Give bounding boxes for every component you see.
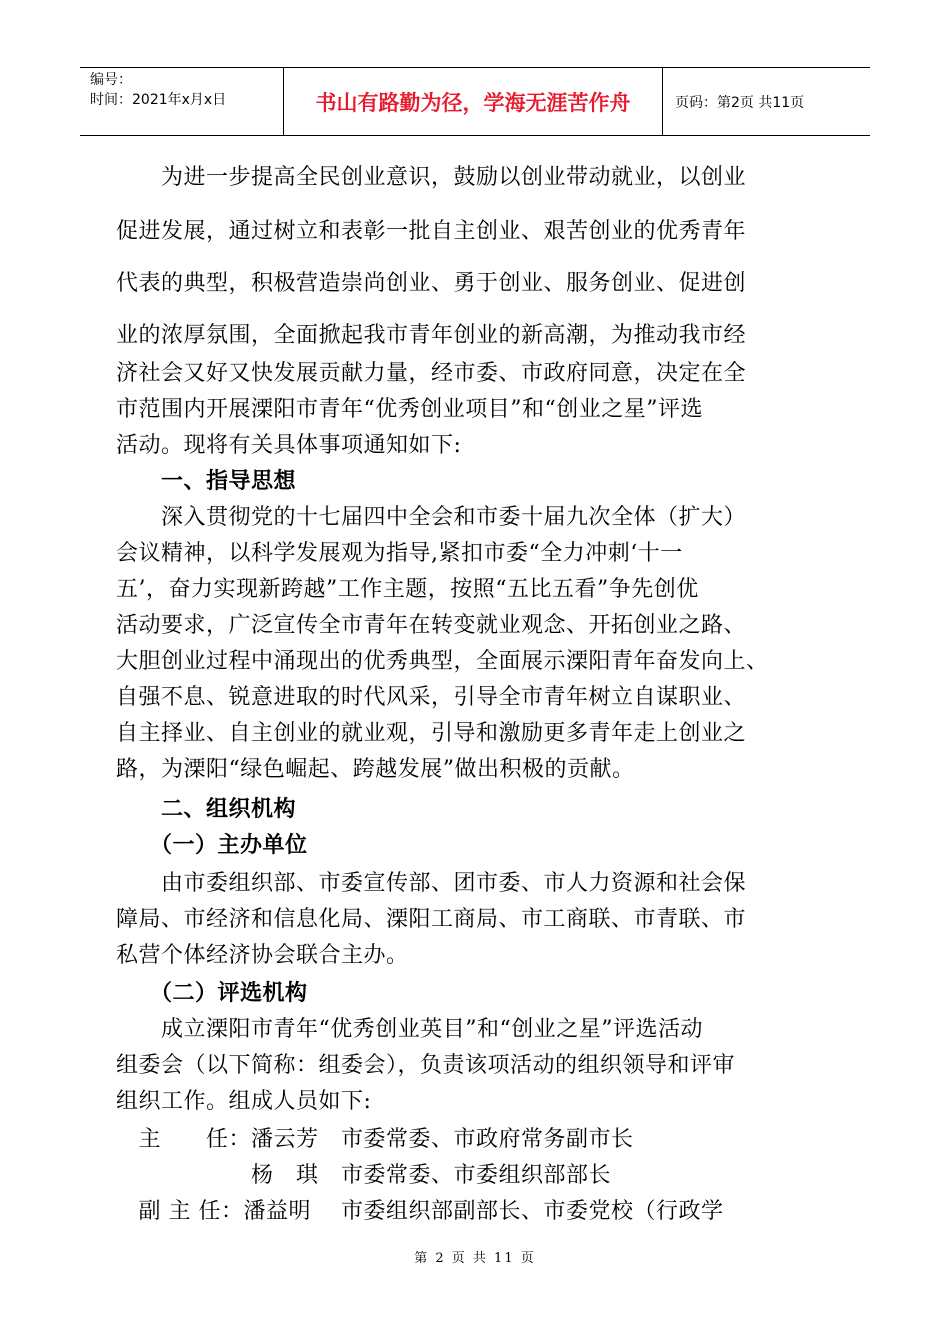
body-line: 自主择业、自主创业的就业观，引导和激励更多青年走上创业之 xyxy=(116,721,747,746)
section-heading-organization: 二、组织机构 xyxy=(116,797,297,822)
body-line: 成立溧阳市青年“优秀创业英目”和“创业之星”评选活动 xyxy=(116,1017,703,1042)
body-line: 组织工作。组成人员如下: xyxy=(116,1089,372,1114)
committee-member-line: 副 主 任：潘益明 市委组织部副部长、市委党校（行政学 xyxy=(116,1199,724,1224)
body-line: 深入贯彻党的十七届四中全会和市委十届九次全体（扩大） xyxy=(116,505,747,530)
subsection-heading-host: （一）主办单位 xyxy=(116,833,308,858)
body-line: 组委会（以下简称：组委会），负责该项活动的组织领导和评审 xyxy=(116,1053,736,1078)
header-page-label: 页码：第2页 共11页 xyxy=(675,94,805,111)
body-line: 代表的典型，积极营造崇尚创业、勇于创业、服务创业、促进创 xyxy=(116,271,747,296)
body-line: 障局、市经济和信息化局、溧阳工商局、市工商联、市青联、市 xyxy=(116,907,747,932)
section-heading-guiding: 一、指导思想 xyxy=(116,469,297,494)
body-line: 济社会又好又快发展贡献力量，经市委、市政府同意，决定在全 xyxy=(116,361,747,386)
document-time-label: 时间：2021年x月x日 xyxy=(90,92,227,108)
header-motto: 书山有路勤为径，学海无涯苦作舟 xyxy=(283,68,663,135)
body-line: 私营个体经济协会联合主办。 xyxy=(116,943,409,968)
body-line: 活动。现将有关具体事项通知如下: xyxy=(116,433,462,458)
document-number-label: 编号： xyxy=(90,72,132,88)
body-line: 五’，奋力实现新跨越”工作主题，按照“五比五看”争先创优 xyxy=(116,577,699,602)
body-line: 大胆创业过程中涌现出的优秀典型，全面展示溧阳青年奋发向上、 xyxy=(116,649,769,674)
subsection-heading-committee: （二）评选机构 xyxy=(116,981,308,1006)
page-header xyxy=(80,67,870,136)
body-line: 自强不息、锐意进取的时代风采，引导全市青年树立自谋职业、 xyxy=(116,685,747,710)
header-meta xyxy=(80,68,283,135)
body-line: 路，为溧阳“绿色崛起、跨越发展”做出积极的贡献。 xyxy=(116,757,635,782)
body-line: 活动要求，广泛宣传全市青年在转变就业观念、开拓创业之路、 xyxy=(116,613,747,638)
committee-member-line: 主 任：潘云芳 市委常委、市政府常务副市长 xyxy=(116,1127,634,1152)
body-line: 市范围内开展溧阳市青年“优秀创业项目”和“创业之星”评选 xyxy=(116,397,703,422)
body-line: 为进一步提高全民创业意识，鼓励以创业带动就业，以创业 xyxy=(116,165,747,190)
body-line: 会议精神，以科学发展观为指导,紧扣市委“全力冲刺‘十一 xyxy=(116,541,683,566)
page-footer: 第 2 页 共 11 页 xyxy=(414,1251,536,1266)
committee-member-line: 杨 琪 市委常委、市委组织部部长 xyxy=(116,1163,612,1188)
body-line: 业的浓厚氛围，全面掀起我市青年创业的新高潮，为推动我市经 xyxy=(116,323,747,348)
body-line: 由市委组织部、市委宣传部、团市委、市人力资源和社会保 xyxy=(116,871,747,896)
body-line: 促进发展，通过树立和表彰一批自主创业、艰苦创业的优秀青年 xyxy=(116,219,747,244)
